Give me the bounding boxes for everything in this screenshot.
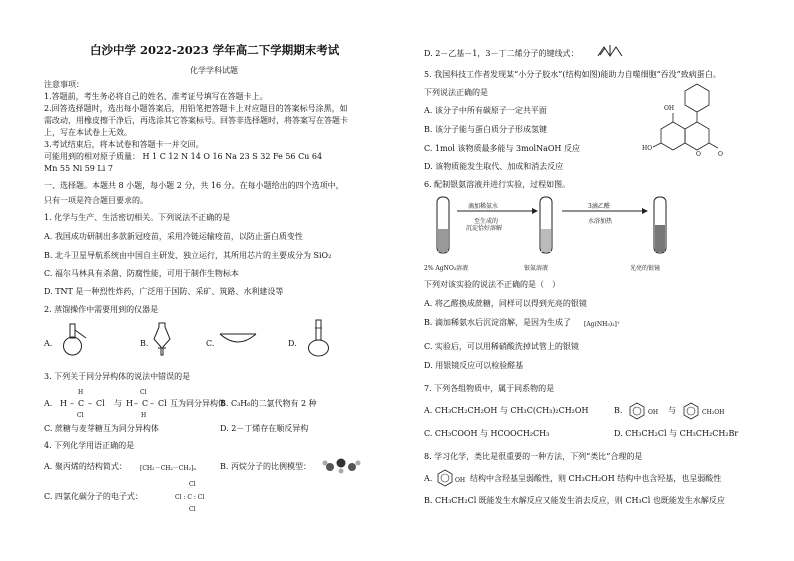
step-1-label: 沉淀恰好溶解 bbox=[466, 225, 503, 232]
q6-option-b: B. 滴加稀氨水后沉淀溶解，是因为生成了 bbox=[424, 318, 571, 327]
tube-1-label: 2% AgNO₃溶液 bbox=[424, 265, 469, 272]
right-column bbox=[420, 0, 794, 561]
q4-option-b: B. 丙烷分子的比例模型： bbox=[220, 462, 311, 471]
q7-option-a: A. CH₃CH₂CH₂OH 与 CH₃C(CH₃)₂CH₂OH bbox=[424, 406, 589, 415]
q1-option-d: D. TNT 是一种烈性炸药，广泛用于国防、采矿、筑路、水利建设等 bbox=[44, 287, 284, 296]
notice-line: 2.回答选择题时，选出每小题答案后，用铅笔把答题卡上对应题目的答案标号涂黑，如 bbox=[44, 104, 348, 113]
q3-option-d: D. 2－丁烯存在顺反异构 bbox=[220, 424, 309, 433]
q4-option-d: D. 2－乙基－1，3－丁二烯分子的键线式： bbox=[424, 49, 579, 58]
atom-h: H bbox=[78, 389, 84, 396]
q4-stem: 4. 下列化学用语正确的是 bbox=[44, 441, 135, 450]
q6-option-a: A. 将乙醛换成蔗糖，同样可以得到光亮的银镜 bbox=[424, 299, 587, 308]
exam-subject: 化学学科试题 bbox=[190, 66, 238, 75]
q5-option-b: B. 该分子能与蛋白质分子形成氢键 bbox=[424, 125, 547, 134]
evaporating-dish-icon bbox=[218, 330, 258, 348]
notice-line: 上，写在本试卷上无效。 bbox=[44, 128, 132, 137]
q2-option-b: B. bbox=[140, 339, 149, 348]
q1-option-a: A. 我国成功研制出多款新冠疫苗，采用冷链运输疫苗，以防止蛋白质变性 bbox=[44, 232, 303, 241]
q6-option-d: D. 用银镜反应可以检验醛基 bbox=[424, 361, 524, 370]
volumetric-flask-icon bbox=[306, 318, 332, 358]
q8-option-b: B. CH₃CH₂Cl 既能发生水解反应又能发生消去反应，则 CH₃Cl 也既能发生水解反应 bbox=[424, 496, 725, 505]
atom-cl: Cl bbox=[158, 399, 167, 408]
atom-c: C bbox=[142, 399, 149, 408]
q8-stem: 8. 学习化学，类比是很重要的一种方法，下列“类比”合理的是 bbox=[424, 452, 643, 461]
q1-stem: 1. 化学与生产、生活密切相关。下列说法不正确的是 bbox=[44, 213, 231, 222]
polypropylene-formula: [CH₂－CH₂－CH₂]ₙ bbox=[140, 465, 196, 472]
atom-cl: Cl bbox=[189, 481, 196, 488]
silver-ammonia-ion: [Ag(NH₃)₂]⁺ bbox=[584, 321, 620, 328]
q3-option-c: C. 蔗糖与麦芽糖互为同分异构体 bbox=[44, 424, 159, 433]
tube-2-label: 银氨溶液 bbox=[524, 265, 549, 272]
q8-option-a-label: A. bbox=[424, 474, 433, 483]
benzene-ring-icon bbox=[682, 402, 700, 420]
atom-h: H bbox=[141, 412, 147, 419]
q6-stem: 6. 配制银氨溶液并进行实验，过程如图。 bbox=[424, 180, 571, 189]
q7-option-b-label: B. bbox=[614, 406, 623, 415]
q7-option-d: D. CH₃CH₂Cl 与 CH₃CH₂CH₂Br bbox=[614, 429, 739, 438]
distillation-flask-icon bbox=[58, 322, 88, 356]
step-2-label: 水浴加热 bbox=[588, 218, 613, 225]
label-ring-o: O bbox=[696, 151, 701, 158]
skeletal-formula-icon bbox=[596, 43, 624, 59]
q3-option-a-label: A. bbox=[44, 399, 53, 408]
label-ho: HO bbox=[642, 145, 653, 152]
q4-option-c: C. 四氯化碳分子的电子式： bbox=[44, 492, 143, 501]
q2-stem: 2. 蒸馏操作中需要用到的仪器是 bbox=[44, 305, 159, 314]
step-1-label: 至生成的 bbox=[474, 218, 499, 225]
benzene-ring-icon bbox=[436, 469, 454, 487]
label-oh: OH bbox=[664, 105, 675, 112]
q6-question: 下列对该实验的说法不正确的是（ ） bbox=[424, 280, 560, 289]
label-carbonyl-o: O bbox=[718, 151, 723, 158]
q5-stem: 5. 我国科技工作者发现某“小分子胶水”(结构如图)能助力自噬细胞“吞没”致病蛋白。 bbox=[424, 70, 721, 79]
atom-h: H bbox=[126, 399, 133, 408]
q3-stem: 3. 下列关于同分异构体的说法中错误的是 bbox=[44, 372, 191, 381]
propane-space-filling-model-icon bbox=[322, 455, 362, 475]
step-1-label: 滴加稀氨水 bbox=[468, 203, 499, 210]
q3-option-a-text: 互为同分异构体 bbox=[170, 399, 226, 408]
exam-title: 白沙中学 2022-2023 学年高二下学期期末考试 bbox=[90, 43, 340, 57]
section-heading: 一、选择题。本题共 8 小题，每小题 2 分，共 16 分。在每小题给出的四个选项中， bbox=[44, 181, 344, 190]
notice-line: 3.考试结束后，将本试卷和答题卡一并交回。 bbox=[44, 140, 204, 149]
coumarin-molecule-structure bbox=[642, 80, 752, 180]
q5-option-c: C. 1mol 该物质最多能与 3molNaOH 反应 bbox=[424, 144, 580, 153]
ccl4-center: Cl : C : Cl bbox=[175, 494, 205, 501]
atom-cl: Cl bbox=[96, 399, 105, 408]
separatory-funnel-icon bbox=[150, 321, 174, 357]
q2-option-a: A. bbox=[44, 339, 53, 348]
atom-cl: Cl bbox=[189, 506, 196, 513]
section-heading: 只有一项是符合题目要求的。 bbox=[44, 196, 148, 205]
q3-option-b: B. C₃H₆的二氯代物有 2 种 bbox=[220, 399, 317, 408]
q5-option-a: A. 该分子中所有碳原子一定共平面 bbox=[424, 106, 547, 115]
q7-stem: 7. 下列各组物质中，属于同系物的是 bbox=[424, 384, 555, 393]
tube-3-label: 光亮的银镜 bbox=[630, 265, 661, 272]
q7-option-c: C. CH₃COOH 与 HCOOCH₂CH₃ bbox=[424, 429, 550, 438]
phenol-oh-label: OH bbox=[648, 409, 659, 416]
benzyl-alcohol-label: CH₂OH bbox=[702, 409, 725, 416]
atom-c: C bbox=[78, 399, 85, 408]
notice-line: 1.答题前，考生务必将自己的姓名、准考证号填写在答题卡上。 bbox=[44, 92, 268, 101]
q2-option-c: C. bbox=[206, 339, 215, 348]
atom-cl: Cl bbox=[77, 412, 84, 419]
q1-option-b: B. 北斗卫星导航系统由中国自主研发、独立运行，其所用芯片的主要成分为 SiO₂ bbox=[44, 251, 332, 260]
q2-option-d: D. bbox=[288, 339, 297, 348]
q7-option-b-mid: 与 bbox=[668, 406, 676, 415]
left-column: 白沙中学 2022-2023 学年高二下学期期末考试 化学学科试题 注意事项： 1.答题前，考生务必将自己的姓名、准考证号填写在答题卡上。 2.回答选择题时，选出每小题答案后，用铅笔把答题卡上对应题目的答案标号涂黑，如 需改动，用橡皮擦干净后，再选涂其它答案标号。回答非选择题时，将答案写在答题卡 上，写在本试卷上无效。 3.考试结束后，将本试卷和答题卡一并交回。 可能用到的相对原子质量： H 1 C 12 N 14 O 16 Na 23 S 32 Fe 56 Cu 64 Mn 55 Ni 59 Li 7 一、选择题。本题共 8 小题，每小题 2 分，共 16 分。在每小题给出的四个选项中， 只有一项是符合题目要求的。 1. 化学与生产、生活密切相关。下列说法不正确的是 A. 我国成功研制出多款新冠疫苗，采用冷链运输疫苗，以防止蛋白质变性 B. 北斗卫星导航系统由中国自主研发、独立运行，其所用芯片的主要成分为 SiO₂ C. 福尔马林具有杀菌、防腐性能，可用于制作生物标本 D. TNT 是一种烈性炸药，广泛用于国防、采矿、筑路、水利建设等 2. 蒸馏操作中需要用到的仪器是 A. B. C. D. 3. 下列关于同分异构体的说法中错误的是 A. H H – C – Cl Cl 与 Cl H – C – Cl H 互为同分异构体 B. C₃H₆的二氯代物有 2 种 C. 蔗糖与麦芽糖互为同分异构体 D. 2－丁烯存在顺反异构 4. 下列化学用语正确的是 A. 聚丙烯的结构简式： [CH₂－CH₂－CH₂]ₙ B. 丙烷分子的比例模型： C. 四氯化碳分子的电子式： Cl Cl : C : Cl Cl bbox=[30, 0, 405, 561]
q4-option-a: A. 聚丙烯的结构简式： bbox=[44, 462, 127, 471]
benzene-ring-icon bbox=[628, 402, 646, 420]
q1-option-c: C. 福尔马林具有杀菌、防腐性能，可用于制作生物标本 bbox=[44, 269, 239, 278]
q5-option-d: D. 该物质能发生取代、加成和消去反应 bbox=[424, 162, 564, 171]
notice-line: 可能用到的相对原子质量： H 1 C 12 N 14 O 16 Na 23 S 32 Fe 56 Cu 64 bbox=[44, 152, 323, 161]
step-2-label: 3滴乙醛 bbox=[588, 203, 610, 210]
atom-h: H bbox=[60, 399, 67, 408]
q6-option-c: C. 实验后，可以用稀硝酸洗掉试管上的银镜 bbox=[424, 342, 579, 351]
notice-line: Mn 55 Ni 59 Li 7 bbox=[44, 164, 113, 173]
phenol-oh-label: OH bbox=[455, 477, 466, 484]
notice-heading: 注意事项： bbox=[44, 80, 84, 89]
notice-line: 需改动，用橡皮擦干净后，再选涂其它答案标号。回答非选择题时，将答案写在答题卡 bbox=[44, 116, 348, 125]
atom-cl: Cl bbox=[140, 389, 147, 396]
q8-option-a: 结构中含羟基呈弱酸性，则 CH₃CH₂OH 结构中也含羟基，也呈弱酸性 bbox=[470, 474, 722, 483]
q5-stem-cont: 下列说法正确的是 bbox=[424, 88, 488, 97]
